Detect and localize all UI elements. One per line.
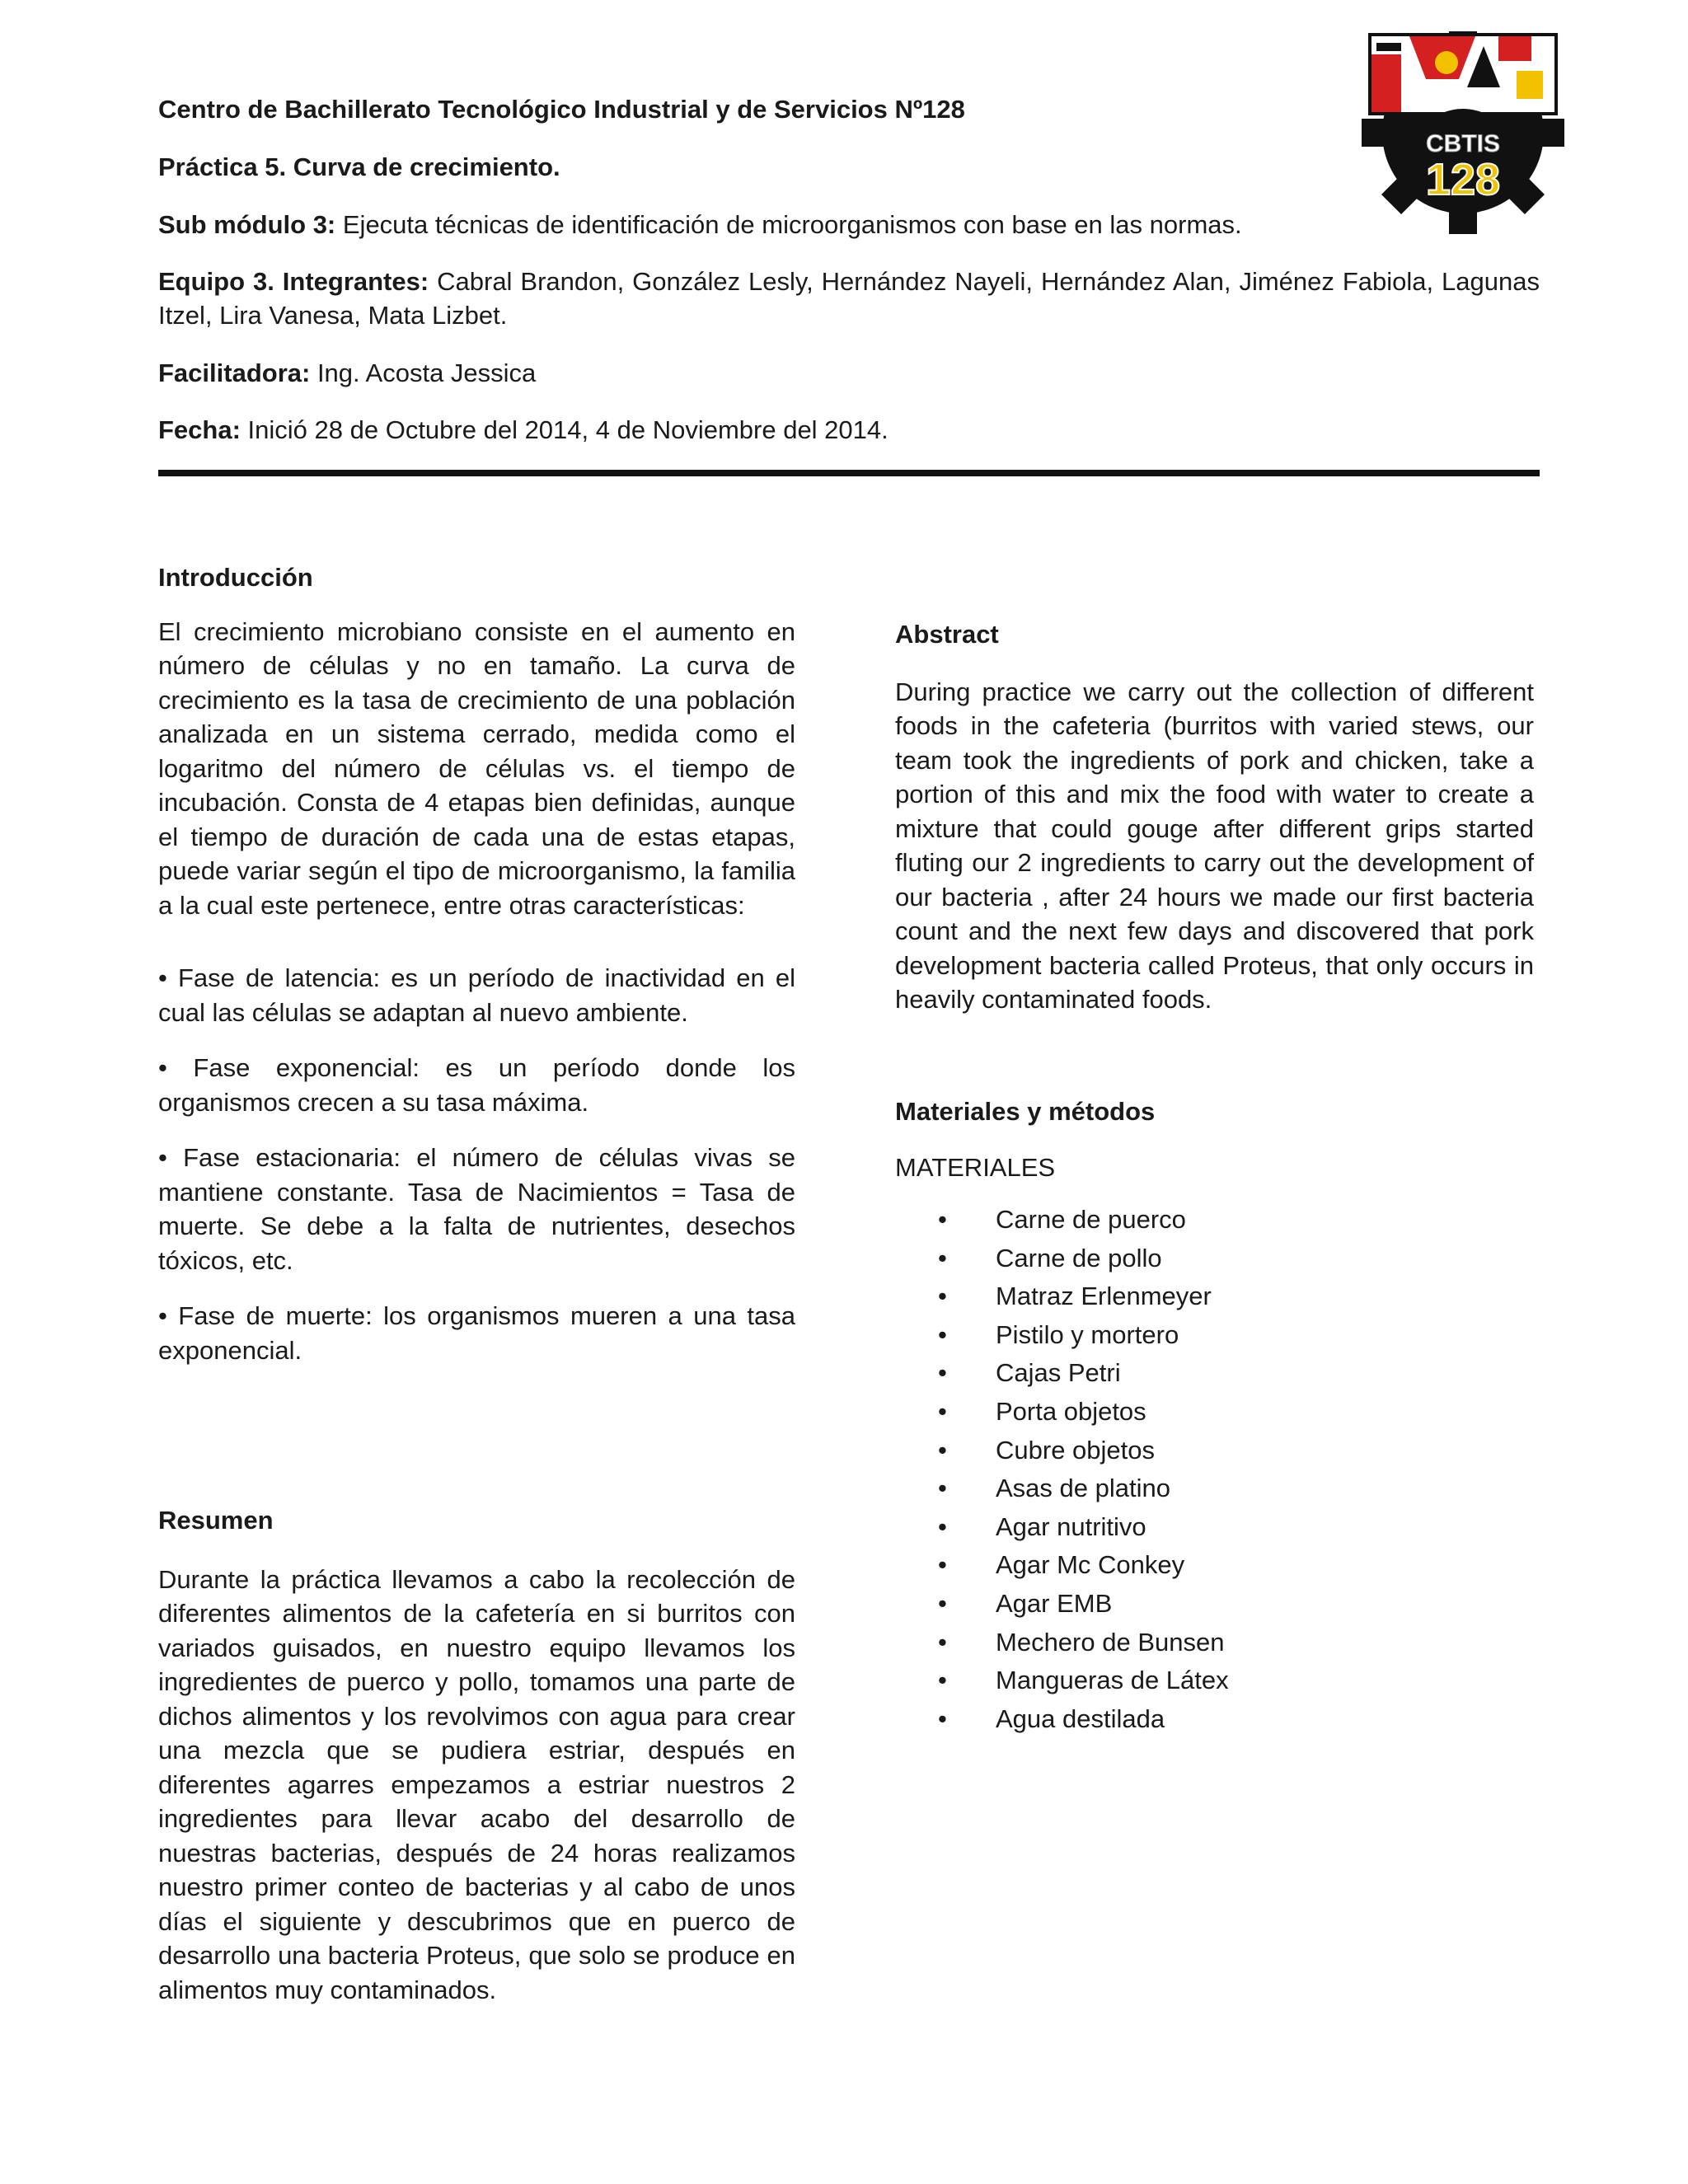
material-item-label: Asas de platino	[996, 1474, 1170, 1503]
material-item-label: Agar Mc Conkey	[996, 1550, 1185, 1580]
bullet-icon: •	[938, 1205, 947, 1234]
material-item-label: Carne de pollo	[996, 1243, 1162, 1272]
bullet-icon: •	[938, 1550, 947, 1580]
introduccion-title: Introducción	[158, 563, 313, 592]
material-item-label: Agar EMB	[996, 1588, 1113, 1618]
material-item-label: Mangueras de Látex	[996, 1666, 1229, 1695]
materiales-subtitle: MATERIALES	[895, 1152, 1056, 1182]
materiales-title: Materiales y métodos	[895, 1097, 1156, 1126]
introduccion-body: El crecimiento microbiano consiste en el aumento en número de células y no en tamaño. La curva de crecimiento es la tasa de crecimiento de una población analizada en un sistema cerrado, medida como el logaritmo del número de células vs. el tiempo de incubación. Consta de 4 etapas bien definidas, aunque el tiempo de duración de cada una de estas etapas, puede variar según el tipo de microorganismo, la familia a la cual este pertenece, entre otras características:	[158, 616, 795, 920]
date-line	[158, 413, 1543, 447]
list-item	[895, 1700, 1534, 1739]
list-item	[895, 1432, 1534, 1470]
materiales-section	[895, 1094, 1534, 1738]
team-label: Equipo 3. Integrantes:	[158, 267, 429, 296]
material-item-label: Agua destilada	[996, 1704, 1165, 1733]
bullet-icon: •	[938, 1511, 947, 1541]
resumen-section	[158, 1503, 795, 2007]
list-item	[895, 1585, 1534, 1624]
list-item	[895, 1624, 1534, 1662]
abstract-section	[895, 617, 1534, 1017]
practice-title: Práctica 5. Curva de crecimiento.	[158, 152, 560, 181]
institution-title: Centro de Bachillerato Tecnológico Industrial y de Servicios Nº128	[158, 95, 965, 124]
svg-text:128: 128	[1425, 155, 1501, 204]
bullet-icon: •	[938, 1435, 947, 1465]
bullet-icon: •	[938, 1666, 947, 1695]
bullet-icon: •	[938, 1358, 947, 1388]
material-item-label: Mechero de Bunsen	[996, 1627, 1225, 1657]
submodule-text: Ejecuta técnicas de identificación de microorganismos con base en las normas.	[335, 210, 1242, 239]
bullet-icon: •	[938, 1396, 947, 1426]
date-text: Inició 28 de Octubre del 2014, 4 de Noviembre del 2014.	[240, 415, 889, 444]
bullet-icon: •	[938, 1474, 947, 1503]
bullet-icon: •	[938, 1319, 947, 1349]
resumen-body: Durante la práctica llevamos a cabo la recolección de diferentes alimentos de la cafetería en si burritos con variados guisados, en nuestro equipo llevamos los ingredientes de puerco y pollo, tomamos una parte de dichos alimentos y los revolvimos con agua para crear una mezcla que se pudiera estriar, después en diferentes agarres empezamos a estriar nuestros 2 ingredientes para llevar acabo del desarrollo de nuestras bacterias, después de 24 horas realizamos nuestro primer conteo de bacterias y al cabo de unos días el siguiente y descubrimos que en puerco de desarrollo una bacteria Proteus, que solo se produce en alimentos muy contaminados.	[158, 1564, 795, 2004]
list-item	[895, 1661, 1534, 1700]
list-item	[895, 1354, 1534, 1393]
facilitator-label: Facilitadora:	[158, 359, 311, 387]
cbtis-logo	[1360, 30, 1566, 236]
abstract-title: Abstract	[895, 620, 999, 649]
bullet-icon: •	[938, 1282, 947, 1311]
list-item	[895, 1277, 1534, 1316]
bullet-icon: •	[938, 1588, 947, 1618]
bullet-icon: •	[938, 1627, 947, 1657]
left-column	[158, 560, 795, 1367]
bullet-icon: •	[938, 1704, 947, 1733]
team-line	[158, 265, 1540, 332]
list-item	[895, 1316, 1534, 1355]
team-text: Cabral Brandon, González Lesly, Hernández Nayeli, Hernández Alan, Jiménez Fabiola, Lagunas Itzel, Lira Vanesa, Mata Lizbet.	[158, 267, 1540, 330]
list-item	[895, 1240, 1534, 1278]
material-item-label: Porta objetos	[996, 1396, 1146, 1426]
bullet-icon: •	[938, 1243, 947, 1272]
submodule-line	[158, 208, 1543, 241]
material-item-label: Cajas Petri	[996, 1358, 1121, 1388]
facilitator-line	[158, 356, 1543, 390]
date-label: Fecha:	[158, 415, 241, 444]
abstract-body: During practice we carry out the collection of different foods in the cafeteria (burritos with varied stews, our team took the ingredients of pork and chicken, take a portion of this and mix the food with water to create a mixture that could gouge after different grips started fluting our 2 ingredients to carry out the development of our bacteria , after 24 hours we made our first bacteria count and the next few days and discovered that pork development bacteria called Proteus, that only occurs in heavily contaminated foods.	[895, 677, 1534, 1014]
phase-estacionaria: • Fase estacionaria: el número de células vivas se mantiene constante. Tasa de Nacimientos = Tasa de muerte. Se debe a la falta de nutrientes, desechos tóxicos, etc.	[158, 1143, 795, 1275]
material-item-label: Matraz Erlenmeyer	[996, 1282, 1212, 1311]
facilitator-text: Ing. Acosta Jessica	[310, 359, 537, 387]
material-item-label: Carne de puerco	[996, 1205, 1186, 1234]
list-item	[895, 1393, 1534, 1432]
material-item-label: Cubre objetos	[996, 1435, 1156, 1465]
submodule-label: Sub módulo 3:	[158, 210, 336, 239]
phase-exponencial: • Fase exponencial: es un período donde los organismos crecen a su tasa máxima.	[158, 1053, 795, 1117]
list-item	[895, 1201, 1534, 1240]
list-item	[895, 1469, 1534, 1508]
phase-muerte: • Fase de muerte: los organismos mueren a una tasa exponencial.	[158, 1301, 795, 1365]
material-item-label: Agar nutritivo	[996, 1511, 1146, 1541]
header-divider	[158, 470, 1540, 476]
svg-text:CBTIS: CBTIS	[1426, 130, 1500, 157]
list-item	[895, 1508, 1534, 1547]
list-item	[895, 1546, 1534, 1585]
resumen-title: Resumen	[158, 1506, 274, 1535]
material-item-label: Pistilo y mortero	[996, 1319, 1179, 1349]
materials-list	[895, 1201, 1534, 1738]
phase-latencia: • Fase de latencia: es un período de inactividad en el cual las células se adaptan al nuevo ambiente.	[158, 963, 795, 1027]
